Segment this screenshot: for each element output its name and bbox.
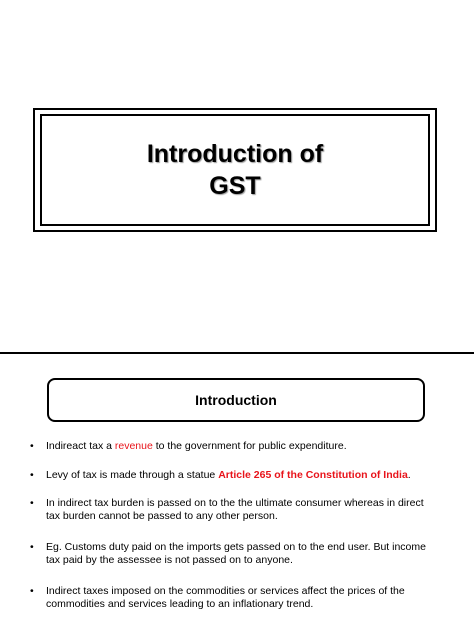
list-item [30,469,430,482]
bullet-text: In indirect tax burden is passed on to the the ultimate consumer whereas in direct tax burden cannot be passed to any other person. [46,497,424,522]
list-item [30,497,430,523]
section-heading: Introduction [47,378,425,422]
slide-title-line-1: Introduction of [146,140,324,168]
bullet-icon: • [30,585,34,597]
highlight-text: revenue [114,440,153,452]
highlight-text: Article 265 of the Constitution of India [218,469,408,481]
bullet-icon: • [30,541,34,553]
bullet-text: . [407,469,411,481]
bullet-text: Indirect taxes imposed on the commodities or services affect the prices of the commodities and services leading to an inflationary trend. [46,585,405,610]
slide-introduction [0,354,474,632]
bullet-text: Indireact tax a [46,440,115,452]
title-frame-inner [40,114,430,226]
bullet-icon: • [30,469,34,481]
slide-title-line-2: GST [209,172,261,200]
bullet-text: to the government for public expenditure. [152,440,347,452]
bullet-icon: • [30,440,34,452]
bullet-text: Levy of tax is made through a statue [46,469,219,481]
list-item [30,585,430,611]
bullet-list [30,440,430,611]
bullet-icon: • [30,497,34,509]
list-item [30,440,430,453]
bullet-text: Eg. Customs duty paid on the imports gets passed on to the end user. But income tax paid by the assessee is not passed on to anyone. [46,541,426,566]
title-frame [33,108,437,232]
list-item [30,541,430,567]
